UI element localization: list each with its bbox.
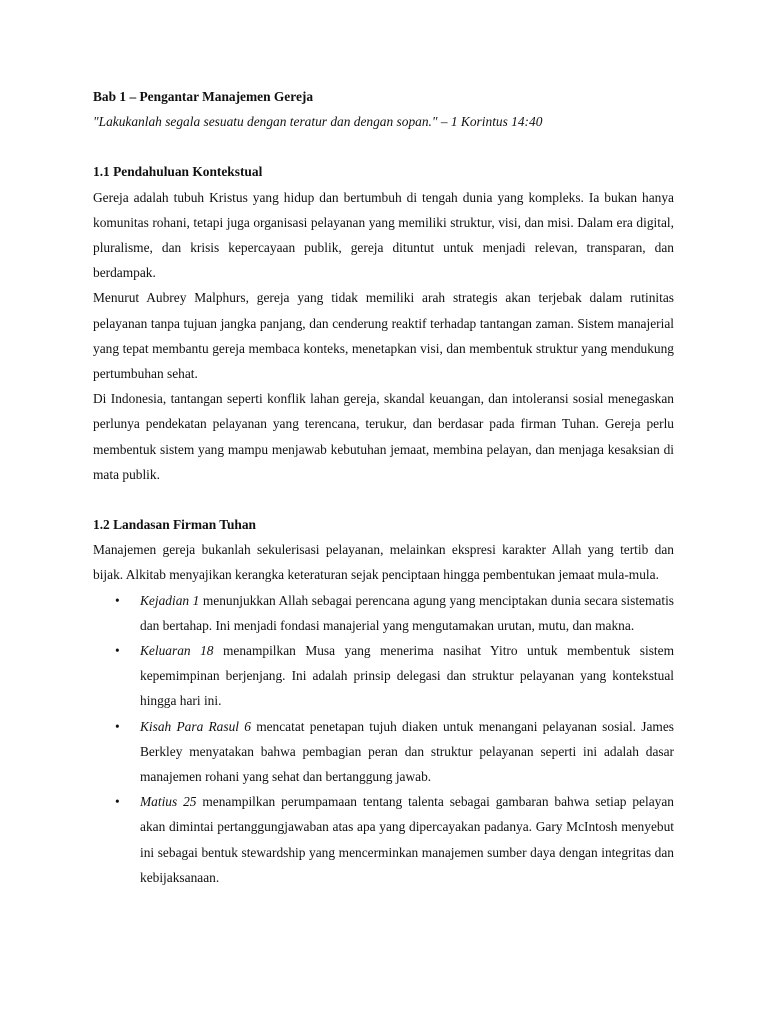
chapter-epigraph: "Lakukanlah segala sesuatu dengan teratur dan dengan sopan." – 1 Korintus 14:40 xyxy=(93,114,543,130)
section-pendahuluan xyxy=(93,159,674,487)
paragraph: Manajemen gereja bukanlah sekulerisasi pelayanan, melainkan ekspresi karakter Allah yang tertib dan bijak. Alkitab menyajikan kerangka keteraturan sejak penciptaan hingga pembentukan jemaat mula-mula. xyxy=(93,542,674,583)
bullet-icon: • xyxy=(115,643,120,659)
scripture-reference: Kisah Para Rasul 6 xyxy=(140,718,251,734)
section-heading: 1.1 Pendahuluan Kontekstual xyxy=(93,164,263,180)
paragraph: Gereja adalah tubuh Kristus yang hidup dan bertumbuh di tengah dunia yang kompleks. Ia bukan hanya komunitas rohani, tetapi juga organisasi pelayanan yang memiliki struktur, visi, dan misi. Dalam era digital, pluralisme, dan krisis kepercayaan publik, gereja dituntut untuk menjadi relevan, transparan, dan berdampak. xyxy=(93,189,674,281)
scripture-reference: Matius 25 xyxy=(140,794,197,810)
paragraph: Di Indonesia, tantangan seperti konflik lahan gereja, skandal keuangan, dan intoleransi sosial menegaskan perlunya pendekatan pelayanan yang terencana, terukur, dan berdasar pada firman Tuhan. Gereja perlu membentuk sistem yang mampu menjawab kebutuhan jemaat, membina pelayan, dan menjaga kesaksian di mata publik. xyxy=(93,391,674,482)
document-page xyxy=(93,84,674,890)
list-item xyxy=(115,638,674,714)
bullet-icon: • xyxy=(115,794,120,810)
list-item xyxy=(115,714,674,790)
scripture-list xyxy=(93,588,674,890)
paragraph: Menurut Aubrey Malphurs, gereja yang tidak memiliki arah strategis akan terjebak dalam rutinitas pelayanan tanpa tujuan jangka panjang, dan cenderung reaktif terhadap tantangan zaman. Sistem manajerial yang tepat membantu gereja membaca konteks, menetapkan visi, dan membentuk struktur yang mendukung pertumbuhan sehat. xyxy=(93,290,674,382)
scripture-reference: Keluaran 18 xyxy=(140,643,214,659)
section-heading: 1.2 Landasan Firman Tuhan xyxy=(93,517,256,533)
section-landasan xyxy=(93,512,674,890)
list-item xyxy=(115,789,674,890)
list-item-text: menampilkan Musa yang menerima nasihat Yitro untuk membentuk sistem kepemimpinan berjenjang. Ini adalah prinsip delegasi dan struktur pelayanan yang kontekstual hingga hari ini. xyxy=(140,643,674,709)
scripture-reference: Kejadian 1 xyxy=(140,592,200,608)
bullet-icon: • xyxy=(115,718,120,734)
list-item-text: menunjukkan Allah sebagai perencana agung yang menciptakan dunia secara sistematis dan bertahap. Ini menjadi fondasi manajerial yang mengutamakan urutan, mutu, dan makna. xyxy=(140,592,674,633)
chapter-title: Bab 1 – Pengantar Manajemen Gereja xyxy=(93,89,314,104)
list-item-text: menampilkan perumpamaan tentang talenta sebagai gambaran bahwa setiap pelayan akan dimintai pertanggungjawaban atas apa yang dipercayakan padanya. Gary McIntosh menyebut ini sebagai bentuk stewardship yang mencerminkan manajemen sumber daya dengan integritas dan kebijaksanaan. xyxy=(140,794,674,885)
list-item xyxy=(115,588,674,638)
list-item-text: mencatat penetapan tujuh diaken untuk menangani pelayanan sosial. James Berkley menyatakan bahwa pembagian peran dan struktur pelayanan seperti ini adalah dasar manajemen rohani yang sehat dan bertanggung jawab. xyxy=(140,718,674,785)
bullet-icon: • xyxy=(115,592,120,608)
